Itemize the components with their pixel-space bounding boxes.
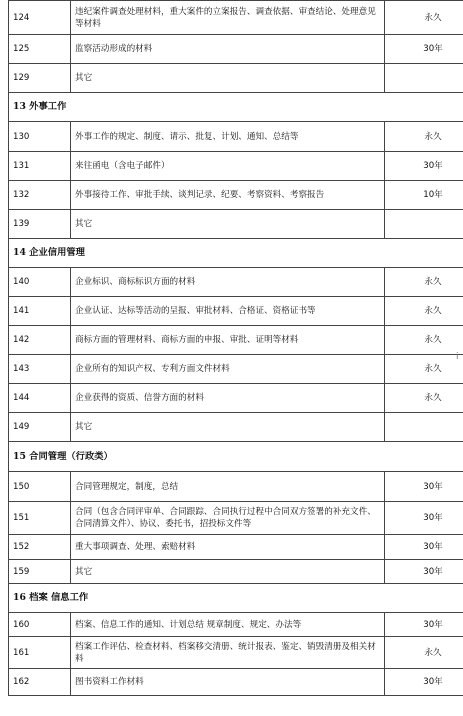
table-row [9, 181, 463, 210]
retention-term-cell: 永久 [385, 1, 463, 35]
table-row [9, 35, 463, 64]
retention-term-cell: 30年 [385, 535, 463, 560]
table-row [9, 355, 463, 384]
section-header-row [9, 93, 463, 122]
code-cell: 144 [9, 384, 71, 413]
table-row [9, 613, 463, 637]
description-cell: 档案、信息工作的通知、计划总结 规章制度、规定、办法等 [71, 613, 385, 637]
retention-term-cell: 永久 [385, 384, 463, 413]
retention-term-cell: 30年 [385, 613, 463, 637]
code-cell: 151 [9, 502, 71, 535]
table-row [9, 669, 463, 696]
retention-table [8, 0, 463, 696]
retention-term-cell: 永久 [385, 637, 463, 669]
description-cell: 商标方面的管理材料、商标方面的申报、审批、证明等材料 [71, 326, 385, 355]
retention-term-cell [385, 413, 463, 442]
retention-term-cell: 30年 [385, 152, 463, 181]
description-cell: 违纪案件调查处理材料，重大案件的立案报告、调查依据、审查结论、处理意见等材料 [71, 1, 385, 35]
code-cell: 132 [9, 181, 71, 210]
section-title: 13 外事工作 [9, 93, 463, 122]
table-row [9, 560, 463, 584]
description-cell: 外事接待工作、审批手续、谈判记录、纪要、考察资料、考察报告 [71, 181, 385, 210]
description-cell: 合同管理规定，制度，总结 [71, 472, 385, 502]
description-cell: 重大事项调查、处理、索赔材料 [71, 535, 385, 560]
description-cell: 其它 [71, 413, 385, 442]
table-row [9, 297, 463, 326]
section-header-row [9, 584, 463, 613]
retention-term-cell: 永久 [385, 122, 463, 152]
table-row [9, 210, 463, 239]
archive-retention-document [8, 0, 454, 696]
code-cell: 129 [9, 64, 71, 93]
retention-term-cell: 30年 [385, 35, 463, 64]
description-cell: 合同（包含合同评审单、合同跟踪、合同执行过程中合同双方签署的补充文件、合同清算文件）、协议、委托书，招投标文件等 [71, 502, 385, 535]
description-cell: 图书资料工作材料 [71, 669, 385, 696]
code-cell: 125 [9, 35, 71, 64]
table-row [9, 268, 463, 297]
table-row [9, 413, 463, 442]
retention-term-cell: 永久 [385, 355, 463, 384]
code-cell: 162 [9, 669, 71, 696]
section-title: 15 合同管理（行政类） [9, 442, 463, 472]
table-row [9, 384, 463, 413]
retention-term-cell: 30年 [385, 669, 463, 696]
section-title: 14 企业信用管理 [9, 239, 463, 268]
table-row [9, 64, 463, 93]
description-cell: 企业所有的知识产权、专利方面文件材料 [71, 355, 385, 384]
section-header-row [9, 442, 463, 472]
description-cell: 其它 [71, 210, 385, 239]
code-cell: 142 [9, 326, 71, 355]
table-row [9, 535, 463, 560]
column-edge-marker: ⅰ [456, 352, 459, 362]
retention-term-cell: 10年 [385, 181, 463, 210]
description-cell: 档案工作评估、检查材料、档案移交清册、统计报表、鉴定、销毁清册及相关材料 [71, 637, 385, 669]
table-row [9, 152, 463, 181]
description-cell: 来往函电（含电子邮件） [71, 152, 385, 181]
table-row [9, 637, 463, 669]
code-cell: 149 [9, 413, 71, 442]
code-cell: 131 [9, 152, 71, 181]
retention-term-cell: 永久 [385, 268, 463, 297]
code-cell: 143 [9, 355, 71, 384]
retention-term-cell: 30年 [385, 502, 463, 535]
description-cell: 企业获得的资质、信誉方面的材料 [71, 384, 385, 413]
retention-term-cell: 永久 [385, 297, 463, 326]
code-cell: 124 [9, 1, 71, 35]
code-cell: 130 [9, 122, 71, 152]
retention-term-cell: 永久 [385, 326, 463, 355]
description-cell: 其它 [71, 560, 385, 584]
code-cell: 159 [9, 560, 71, 584]
code-cell: 161 [9, 637, 71, 669]
retention-term-cell [385, 64, 463, 93]
table-row [9, 326, 463, 355]
table-row [9, 1, 463, 35]
code-cell: 141 [9, 297, 71, 326]
section-title: 16 档案 信息工作 [9, 584, 463, 613]
table-row [9, 472, 463, 502]
description-cell: 企业标识、商标标识方面的材料 [71, 268, 385, 297]
description-cell: 企业认证、达标等活动的呈报、审批材料、合格证、资格证书等 [71, 297, 385, 326]
code-cell: 152 [9, 535, 71, 560]
code-cell: 139 [9, 210, 71, 239]
code-cell: 160 [9, 613, 71, 637]
code-cell: 140 [9, 268, 71, 297]
retention-term-cell: 30年 [385, 560, 463, 584]
table-row [9, 122, 463, 152]
retention-term-cell: 30年 [385, 472, 463, 502]
description-cell: 监察活动形成的材料 [71, 35, 385, 64]
section-header-row [9, 239, 463, 268]
table-row [9, 502, 463, 535]
description-cell: 其它 [71, 64, 385, 93]
description-cell: 外事工作的规定、制度、请示、批复、计划、通知、总结等 [71, 122, 385, 152]
code-cell: 150 [9, 472, 71, 502]
retention-term-cell [385, 210, 463, 239]
